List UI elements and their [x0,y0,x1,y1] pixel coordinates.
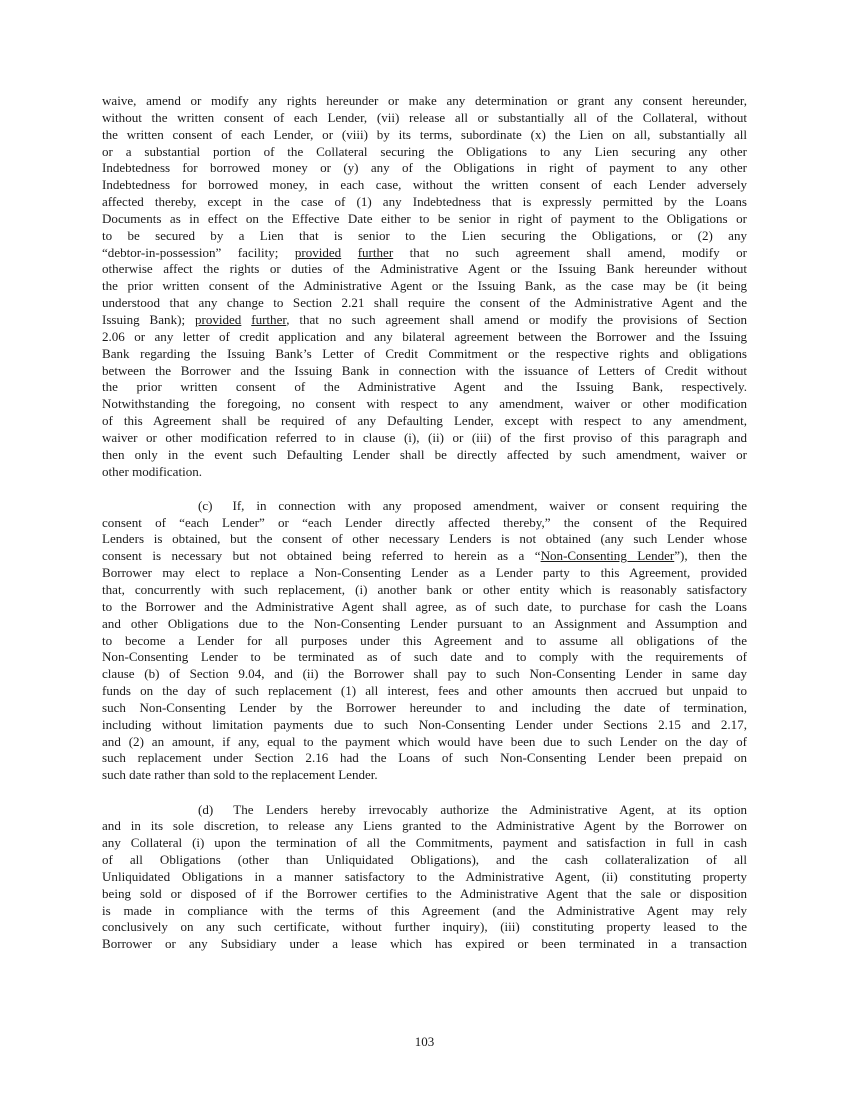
text-segment: , that no such agreement shall amend or modify the provisions of Section [286,311,748,327]
defined-term-non-consenting-lender: Non-Consenting Lender [540,548,675,564]
text-line: Indebtedness for borrowed money, in each case, without the written consent of each Lender adversely [102,177,747,193]
defined-term-provided: provided [194,311,242,327]
text-segment [341,245,357,260]
text-line: funds on the day of such replacement (1) all interest, fees and other amounts then accrued but unpaid to [102,683,747,699]
defined-term-further: further [357,244,394,260]
text-line: Lenders is obtained, but the consent of other necessary Lenders is not obtained (any such Lender whose [102,531,747,547]
text-line: or a substantial portion of the Collateral securing the Obligations to any Lien securing any other [102,143,747,159]
text-line: consent of “each Lender” or “each Lender directly affected thereby,” the consent of the Required [102,514,747,530]
text-line: then only in the event such Defaulting Lender shall be directly affected by such amendment, waiver or [102,446,747,462]
text-line: Unliquidated Obligations in a manner satisfactory to the Administrative Agent, (ii) constituting property [102,868,747,884]
text-segment: consent is necessary but not obtained being referred to herein as a “ [102,548,541,564]
text-line: the written consent of each Lender, or (viii) by its terms, subordinate (x) the Lien on all, substantially all [102,126,747,142]
text-line: 2.06 or any letter of credit application and any bilateral agreement between the Borrower and the Issuing [102,328,747,344]
text-segment: If, in connection with any proposed amendment, waiver or consent requiring the [232,497,747,513]
text-line: to become a Lender for all purposes under this Agreement and to assume all obligations of the [102,632,747,648]
text-line: to be secured by a Lien that is senior to the Lien securing the Obligations, or (2) any [102,227,747,243]
defined-term-provided: provided [294,244,342,260]
text-line: of all Obligations (other than Unliquidated Obligations), and the cash collateralization of all [102,852,747,868]
text-line [102,498,747,515]
text-line: the prior written consent of the Administrative Agent or the Issuing Bank, as the case may be (it being [102,278,747,294]
text-line: and (2) an amount, if any, equal to the payment which would have been due to such Lender on the day of [102,733,747,749]
text-line: and in its sole discretion, to release any Liens granted to the Administrative Agent by the Borrower on [102,818,747,834]
text-line [102,802,747,819]
text-line: Borrower may elect to replace a Non-Consenting Lender as a Lender party to this Agreement, provided [102,565,747,581]
text-line: Documents as in effect on the Effective Date either to be senior in right of payment to the Obligations or [102,210,747,226]
text-line: is made in compliance with the terms of this Agreement (and the Administrative Agent may rely [102,902,747,918]
text-line: Borrower or any Subsidiary under a lease which has expired or been terminated in a transaction [102,936,747,952]
text-segment: The Lenders hereby irrevocably authorize the Administrative Agent, at its option [233,801,747,817]
document-page [102,93,747,953]
text-line: of this Agreement shall be required of any Defaulting Lender, except with respect to any amendment, [102,413,747,429]
text-line: such Non-Consenting Lender by the Borrower hereunder to and including the date of termination, [102,699,747,715]
text-line: without the written consent of each Lender, (vii) release all or substantially all of the Collateral, without [102,109,747,125]
page-number: 103 [414,1034,435,1049]
text-line: waive, amend or modify any rights hereunder or make any determination or grant any consent hereunder, [102,93,747,108]
text-line: including without limitation payments due to such Non-Consenting Lender under Sections 2.15 and 2.17, [102,716,747,732]
paragraph-c [102,498,747,784]
text-line [102,312,747,329]
text-line: understood that any change to Section 2.21 shall require the consent of the Administrative Agent and the [102,295,747,311]
text-line: the prior written consent of the Administrative Agent and the Issuing Bank, respectively. [102,379,747,395]
text-line: Bank regarding the Issuing Bank’s Letter of Credit Commitment or the respective rights and obligations [102,345,747,361]
text-line: waiver or other modification referred to in clause (i), (ii) or (iii) of the first proviso of this paragraph and [102,429,747,445]
text-line: Non-Consenting Lender to be terminated as of such date and to comply with the requirements of [102,649,747,665]
text-line [102,245,747,262]
text-line: clause (b) of Section 9.04, and (ii) the Borrower shall pay to such Non-Consenting Lender in same day [102,666,747,682]
text-line: Indebtedness for borrowed money or (y) any of the Obligations in right of payment to any other [102,160,747,176]
text-line: such replacement under Section 2.16 had the Loans of such Non-Consenting Lender been prepaid on [102,750,747,766]
paragraph-b-continuation [102,93,747,480]
text-line: otherwise affect the rights or duties of the Administrative Agent or the Issuing Bank hereunder without [102,261,747,277]
text-line [102,548,747,565]
defined-term-further: further [251,311,287,327]
text-line: other modification. [102,463,202,479]
text-segment: Issuing Bank); [102,311,195,327]
text-line: between the Borrower and the Issuing Bank in connection with the issuance of Letters of Credit without [102,362,747,378]
text-segment: “debtor-in-possession” facility; [102,244,295,260]
text-segment: that no such agreement shall amend, modify or [393,244,748,260]
clause-label: (d) [198,801,214,817]
paragraph-spacer [102,480,747,497]
text-segment [241,312,251,327]
text-line: any Collateral (i) upon the termination of all the Commitments, payment and satisfaction in full in cash [102,835,747,851]
paragraph-spacer [102,784,747,801]
text-line: being sold or disposed of if the Borrower certifies to the Administrative Agent that the sale or disposition [102,885,747,901]
text-line: affected thereby, except in the case of (1) any Indebtedness that is expressly permitted by the Loans [102,194,747,210]
text-line: that, concurrently with such replacement, (i) another bank or other entity which is reasonably satisfactory [102,582,747,598]
text-line: such date rather than sold to the replacement Lender. [102,767,378,783]
paragraph-d [102,802,747,954]
text-line: to the Borrower and the Administrative Agent shall agree, as of such date, to purchase for cash the Loans [102,598,747,614]
text-line: Notwithstanding the foregoing, no consent with respect to any amendment, waiver or other modification [102,396,747,412]
text-segment: ”), then the [674,548,747,564]
text-line: and other Obligations due to the Non-Consenting Lender pursuant to an Assignment and Assumption and [102,615,747,631]
text-line: conclusively on any such certificate, without further inquiry), (iii) constituting property leased to the [102,919,747,935]
clause-label: (c) [198,497,213,513]
